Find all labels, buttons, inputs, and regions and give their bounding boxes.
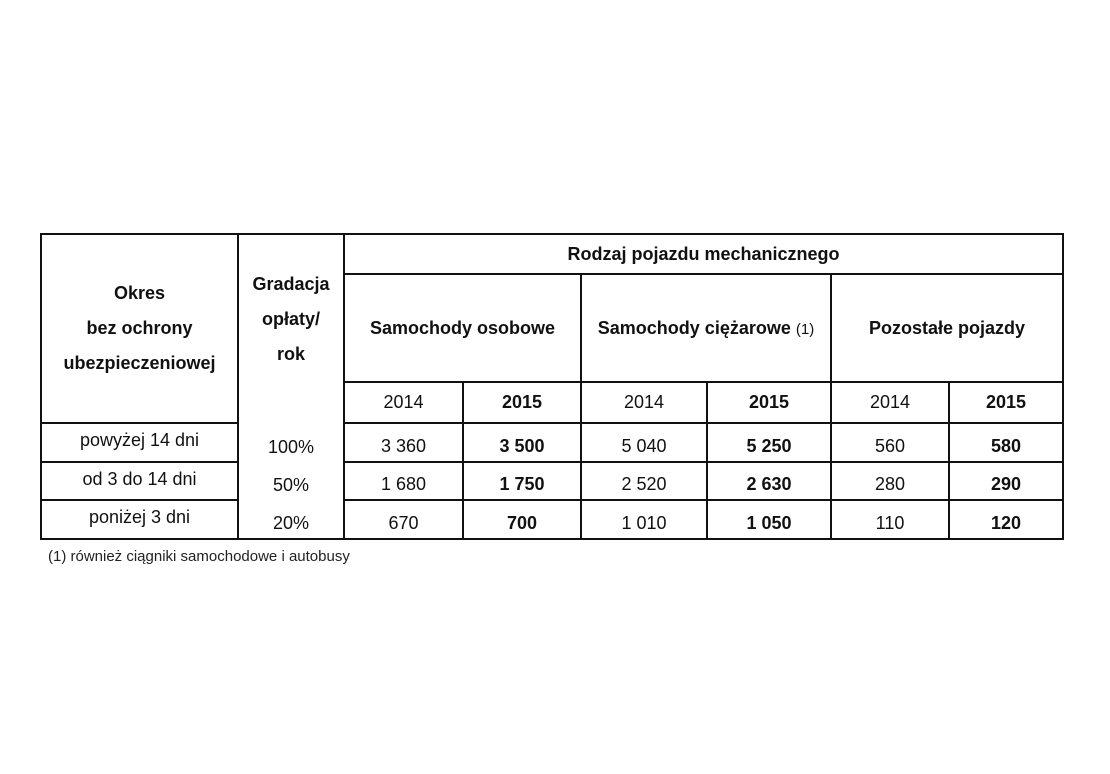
gradation-header-line-2: opłaty/ — [261, 308, 320, 329]
vehicle-type-header: Rodzaj pojazdu mechanicznego — [344, 234, 1063, 274]
gradation-header — [238, 234, 344, 423]
year-header: 2014 — [344, 382, 463, 423]
period-header-line-2: bez ochrony — [86, 318, 193, 338]
fee-table-container — [40, 233, 1064, 540]
value-cell: 290 — [949, 462, 1063, 500]
value-cell: 3 360 — [344, 423, 463, 462]
value-cell: 5 250 — [707, 423, 831, 462]
value-cell: 700 — [463, 500, 581, 539]
value-cell: 280 — [831, 462, 949, 500]
value-cell: 2 630 — [707, 462, 831, 500]
group-header-other-vehicles — [831, 274, 1063, 382]
gradation-header-line-1: Gradacja — [252, 273, 330, 294]
table-row — [41, 500, 1063, 539]
footnote: (1) również ciągniki samochodowe i autobusy — [48, 548, 350, 565]
value-cell: 1 010 — [581, 500, 707, 539]
pct-cell: 100% — [238, 423, 344, 462]
period-cell: od 3 do 14 dni — [41, 462, 238, 500]
group-note-trucks: (1) — [795, 320, 815, 338]
value-cell: 2 520 — [581, 462, 707, 500]
value-cell: 120 — [949, 500, 1063, 539]
value-cell: 3 500 — [463, 423, 581, 462]
value-cell: 580 — [949, 423, 1063, 462]
value-cell: 670 — [344, 500, 463, 539]
table-row — [41, 423, 1063, 462]
period-cell: powyżej 14 dni — [41, 423, 238, 462]
year-header: 2014 — [831, 382, 949, 423]
group-header-trucks — [581, 274, 831, 382]
year-header: 2014 — [581, 382, 707, 423]
value-cell: 1 050 — [707, 500, 831, 539]
group-label-trucks: Samochody ciężarowe — [597, 317, 791, 338]
fee-table — [40, 233, 1064, 540]
value-cell: 560 — [831, 423, 949, 462]
value-cell: 1 750 — [463, 462, 581, 500]
period-header-line-3: ubezpieczeniowej — [63, 353, 216, 373]
year-header: 2015 — [463, 382, 581, 423]
period-cell: poniżej 3 dni — [41, 500, 238, 539]
group-label-passenger-cars: Samochody osobowe — [369, 317, 556, 338]
group-header-passenger-cars — [344, 274, 581, 382]
value-cell: 110 — [831, 500, 949, 539]
period-header — [41, 234, 238, 423]
pct-cell: 50% — [238, 462, 344, 500]
year-header: 2015 — [949, 382, 1063, 423]
group-label-other-vehicles: Pozostałe pojazdy — [868, 317, 1026, 338]
gradation-header-line-3: rok — [276, 343, 305, 364]
table-row — [41, 462, 1063, 500]
year-header: 2015 — [707, 382, 831, 423]
value-cell: 5 040 — [581, 423, 707, 462]
period-header-line-1: Okres — [113, 283, 166, 303]
value-cell: 1 680 — [344, 462, 463, 500]
pct-cell: 20% — [238, 500, 344, 539]
